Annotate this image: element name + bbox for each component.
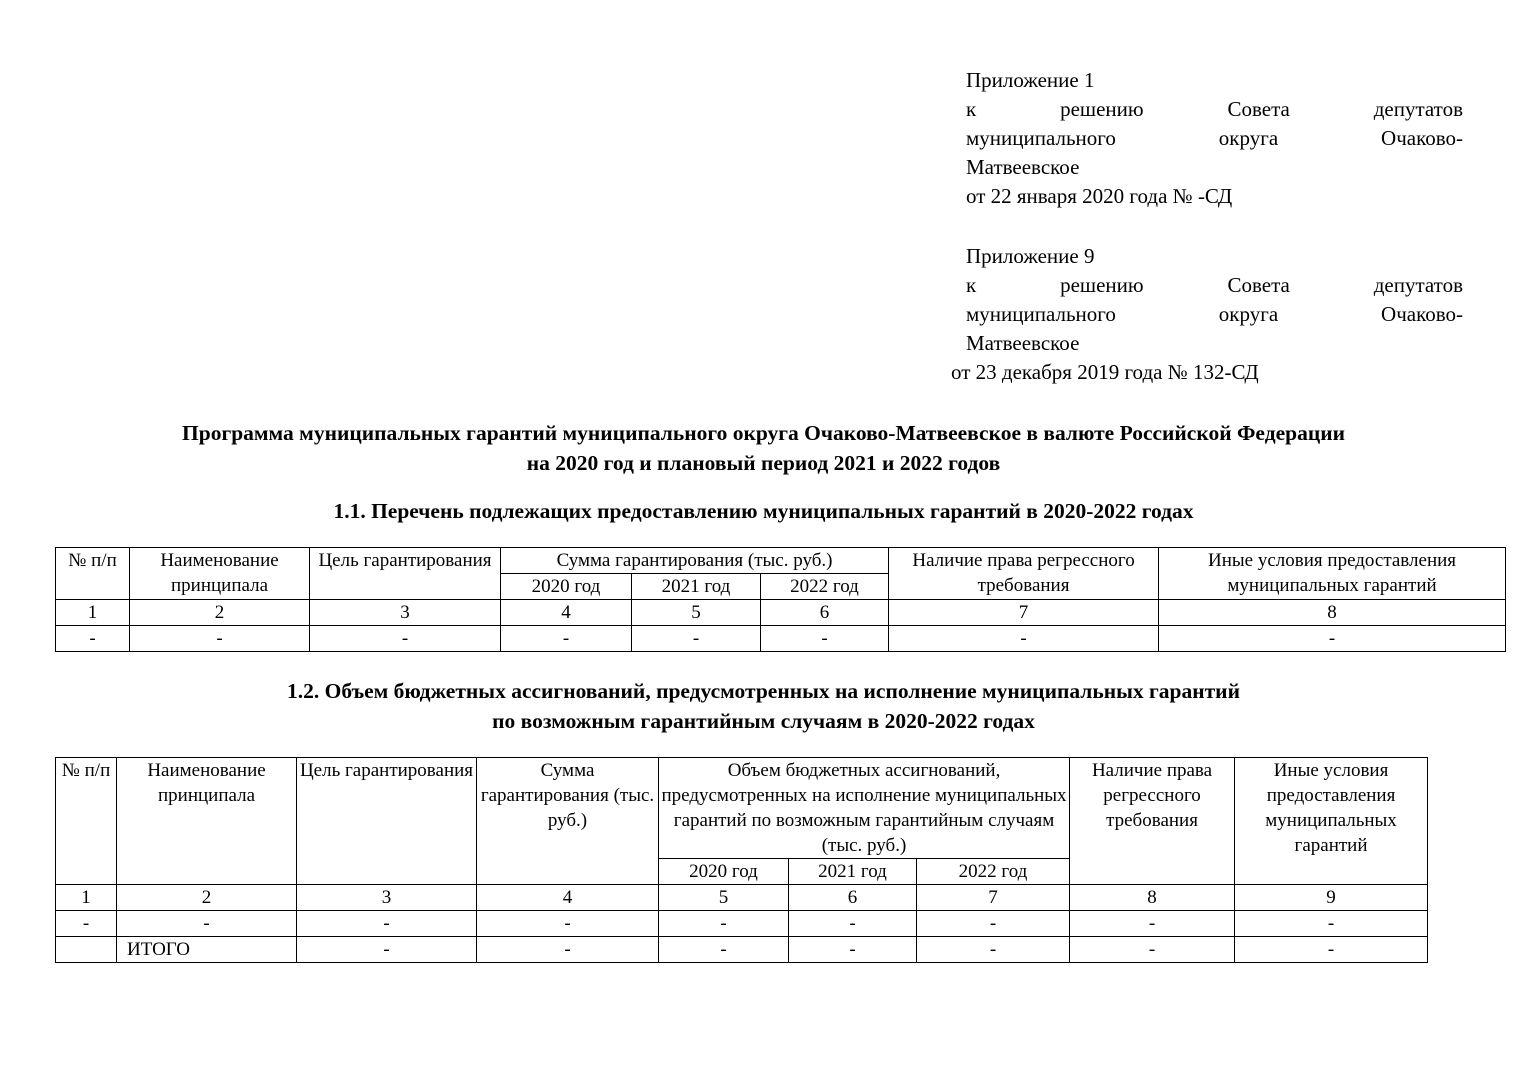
appendix-1-block: [966, 66, 1463, 211]
table-cell: -: [117, 911, 297, 937]
appendix-9-line-3: Матвеевское: [966, 331, 1080, 355]
table-total-row: [56, 937, 1428, 963]
header-year-2020: 2020 год: [659, 859, 789, 885]
table-row: [56, 626, 1506, 652]
table-cell: 6: [789, 885, 917, 911]
table-cell: -: [130, 626, 310, 652]
total-label: ИТОГО: [117, 937, 297, 963]
table-cell: 2: [117, 885, 297, 911]
table-cell: 4: [477, 885, 659, 911]
table-cell: 8: [1159, 600, 1506, 626]
table-cell: -: [1159, 626, 1506, 652]
table-cell: 1: [56, 600, 130, 626]
budget-allocations-table: [55, 757, 1428, 963]
table-cell: -: [659, 911, 789, 937]
header-sum: Сумма гарантирования (тыс. руб.): [477, 758, 659, 885]
section-1-2-title-line-1: 1.2. Объем бюджетных ассигнований, предусмотренных на исполнение муниципальных гарантий: [287, 679, 1240, 703]
header-purpose: Цель гарантирования: [297, 758, 477, 885]
table-cell: -: [789, 937, 917, 963]
header-sum-group: Сумма гарантирования (тыс. руб.): [501, 548, 889, 574]
table-cell: -: [659, 937, 789, 963]
header-purpose: Цель гарантирования: [310, 548, 501, 600]
table-cell: -: [889, 626, 1159, 652]
table-cell: 6: [761, 600, 889, 626]
header-principal: Наименование принципала: [130, 548, 310, 600]
table-cell: -: [477, 937, 659, 963]
appendix-9-block: [951, 242, 1463, 387]
section-1-2-title-line-2: по возможным гарантийным случаям в 2020-2022 годах: [492, 709, 1035, 733]
table-header-row: [56, 548, 1506, 574]
table-cell: -: [56, 911, 117, 937]
table-cell: -: [789, 911, 917, 937]
appendix-9-line-1: к решению Совета депутатов: [966, 273, 1463, 297]
header-year-2021: 2021 год: [632, 574, 761, 600]
table-cell: 4: [501, 600, 632, 626]
appendix-9-date: от 23 декабря 2019 года № 132-СД: [951, 360, 1259, 384]
table-cell: -: [917, 911, 1070, 937]
table-cell: -: [56, 626, 130, 652]
table-cell: [56, 937, 117, 963]
table-cell: 7: [917, 885, 1070, 911]
table-cell: 8: [1070, 885, 1235, 911]
table-cell: 5: [659, 885, 789, 911]
main-title: [0, 418, 1527, 478]
table-cell: 9: [1235, 885, 1428, 911]
header-year-2022: 2022 год: [917, 859, 1070, 885]
header-year-2022: 2022 год: [761, 574, 889, 600]
header-regress: Наличие права регрессного требования: [1070, 758, 1235, 885]
header-num: № п/п: [56, 548, 130, 600]
table-cell: -: [297, 911, 477, 937]
header-regress: Наличие права регрессного требования: [889, 548, 1159, 600]
table-cell: -: [761, 626, 889, 652]
main-title-line-2: на 2020 год и плановый период 2021 и 2022 годов: [526, 451, 1001, 475]
table-cell: -: [1235, 937, 1428, 963]
appendix-9-line-2: муниципального округа Очаково-: [966, 302, 1463, 326]
table-cell: -: [1235, 911, 1428, 937]
table-cell: -: [310, 626, 501, 652]
table-cell: 5: [632, 600, 761, 626]
table-cell: 3: [310, 600, 501, 626]
table-cell: 7: [889, 600, 1159, 626]
appendix-1-line-2: муниципального округа Очаково-: [966, 126, 1463, 150]
main-title-line-1: Программа муниципальных гарантий муниципального округа Очаково-Матвеевское в валюте Российской Федерации: [182, 421, 1345, 445]
table-cell: 3: [297, 885, 477, 911]
table-index-row: [56, 885, 1428, 911]
table-cell: -: [632, 626, 761, 652]
table-cell: 1: [56, 885, 117, 911]
header-num: № п/п: [56, 758, 117, 885]
header-year-2020: 2020 год: [501, 574, 632, 600]
header-volume-group: Объем бюджетных ассигнований, предусмотренных на исполнение муниципальных гарантий по возможным гарантийным случаям (тыс. руб.): [659, 758, 1070, 859]
appendix-1-title: Приложение 1: [966, 68, 1095, 92]
section-1-1-title-text: 1.1. Перечень подлежащих предоставлению муниципальных гарантий в 2020-2022 годах: [333, 499, 1194, 523]
appendix-1-line-1: к решению Совета депутатов: [966, 97, 1463, 121]
appendix-1-line-3: Матвеевское: [966, 155, 1080, 179]
table-cell: 2: [130, 600, 310, 626]
guarantees-list-table: [55, 547, 1506, 652]
header-principal: Наименование принципала: [117, 758, 297, 885]
table-cell: -: [917, 937, 1070, 963]
table-header-row: [56, 758, 1428, 859]
table-cell: -: [501, 626, 632, 652]
table-cell: -: [297, 937, 477, 963]
table-row: [56, 911, 1428, 937]
table-cell: -: [1070, 911, 1235, 937]
appendix-9-title: Приложение 9: [966, 244, 1095, 268]
appendix-1-date: от 22 января 2020 года № -СД: [966, 184, 1233, 208]
section-1-2-title: [0, 676, 1527, 736]
header-year-2021: 2021 год: [789, 859, 917, 885]
table-cell: -: [477, 911, 659, 937]
table-cell: -: [1070, 937, 1235, 963]
table-index-row: [56, 600, 1506, 626]
header-other-conditions: Иные условия предоставления муниципальных гарантий: [1235, 758, 1428, 885]
section-1-1-title: [0, 496, 1527, 526]
header-other-conditions: Иные условия предоставления муниципальных гарантий: [1159, 548, 1506, 600]
